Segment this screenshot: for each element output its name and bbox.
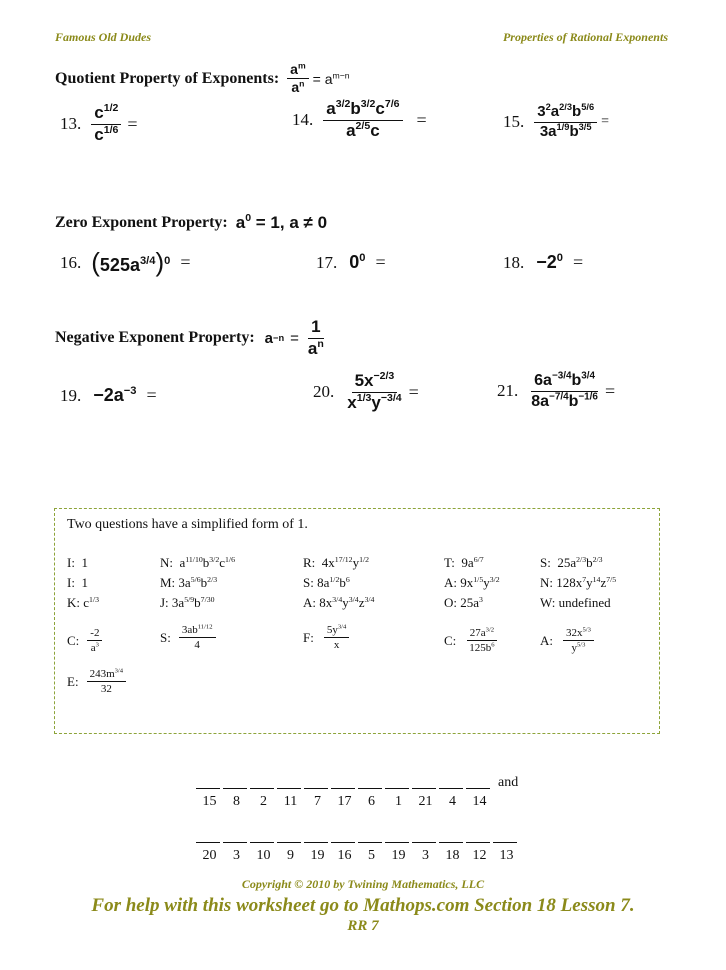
problem-expression: $\frac{5x^{-2/3}}{x^{1/3}y^{-3/4}}$ bbox=[347, 370, 402, 412]
answer-item: N: $128x^7y^{14}z^{7/5}$ bbox=[540, 574, 617, 590]
puzzle-code: 20 bbox=[202, 848, 217, 863]
puzzle-code: 6 bbox=[368, 794, 375, 809]
puzzle-code: 1 bbox=[395, 794, 402, 809]
answer-blank[interactable] bbox=[277, 842, 301, 843]
problem-number: 13. bbox=[60, 114, 82, 134]
answer-blank[interactable] bbox=[331, 788, 355, 789]
puzzle-code: 5 bbox=[368, 848, 375, 863]
puzzle-code: 4 bbox=[449, 794, 456, 809]
quotient-title: Quotient Property of Exponents: bbox=[55, 69, 280, 87]
answer-blank[interactable] bbox=[223, 842, 247, 843]
zero-title: Zero Exponent Property: bbox=[55, 214, 228, 231]
puzzle-code: 7 bbox=[314, 794, 321, 809]
problem-expression: $-2a^{-3}$ bbox=[93, 384, 137, 405]
problem-number: 19. bbox=[60, 385, 82, 405]
answer-blank[interactable] bbox=[331, 842, 355, 843]
header-left: Famous Old Dudes bbox=[55, 30, 152, 44]
answer-item: M: $3a^{5/6}b^{2/3}$ bbox=[160, 574, 218, 590]
header-right: Properties of Rational Exponents bbox=[502, 30, 668, 44]
problem-number: 18. bbox=[503, 252, 525, 272]
problem-expression: $\frac{c^{1/2}}{c^{1/6}}$ bbox=[91, 104, 121, 144]
answer-item: R: $4x^{17/12}y^{1/2}$ bbox=[303, 554, 370, 570]
puzzle-code: 18 bbox=[445, 848, 460, 863]
puzzle-code: 2 bbox=[260, 794, 267, 809]
problem-number: 16. bbox=[60, 252, 82, 272]
puzzle-code: 11 bbox=[283, 794, 298, 809]
problem-15: 15. $\frac{3^2a^{2/3}b^{5/6}}{3a^{1/9}b^{3/5}}$ = bbox=[503, 101, 610, 140]
puzzle-code: 8 bbox=[233, 794, 240, 809]
problem-expression: $\frac{6a^{-3/4}b^{3/4}}{8a^{-7/4}b^{-1/6}}$ bbox=[531, 370, 598, 410]
answer-item: T: $9a^{6/7}$ bbox=[444, 554, 484, 570]
and-label: and bbox=[498, 775, 519, 790]
answer-blank[interactable] bbox=[196, 788, 220, 789]
answer-blank[interactable] bbox=[385, 842, 409, 843]
puzzle-code: 17 bbox=[337, 794, 352, 809]
problem-expression: $0^0$ bbox=[349, 251, 366, 272]
puzzle-code: 3 bbox=[233, 848, 240, 863]
puzzle-code: 15 bbox=[202, 794, 217, 809]
answer-item: F: $5y^{3/4}$ x bbox=[303, 624, 349, 651]
answer-item: A: $8x^{3/4}y^{3/4}z^{3/4}$ bbox=[303, 594, 375, 610]
answer-blank[interactable] bbox=[385, 788, 409, 789]
puzzle-code: 16 bbox=[337, 848, 352, 863]
problem-17: 17. $0^0$ = bbox=[316, 251, 386, 272]
answer-item: O: $25a^3$ bbox=[444, 594, 483, 610]
puzzle-code: 13 bbox=[499, 848, 514, 863]
answer-blank[interactable] bbox=[493, 842, 517, 843]
puzzle-code: 19 bbox=[310, 848, 325, 863]
puzzle-code: 21 bbox=[418, 794, 433, 809]
answer-item: K: $c^{1/3}$ bbox=[67, 594, 99, 610]
answer-blank[interactable] bbox=[466, 788, 490, 789]
answer-box bbox=[54, 508, 660, 734]
copyright: Copyright © 2010 by Twining Mathematics, LLC bbox=[241, 877, 485, 891]
puzzle-code: 12 bbox=[472, 848, 487, 863]
problem-16: 16. $(525a^{3/4})^0$ = bbox=[60, 247, 191, 277]
problem-number: 21. bbox=[497, 381, 519, 401]
answer-item: I: 1 bbox=[67, 575, 88, 590]
puzzle-code: 9 bbox=[287, 848, 294, 863]
answer-item: W: undefined bbox=[540, 595, 611, 610]
puzzle-code: 3 bbox=[422, 848, 429, 863]
answer-blank[interactable] bbox=[277, 788, 301, 789]
problem-14: 14. $\frac{a^{3/2}b^{3/2}c^{7/6}}{a^{2/5}c}$ = bbox=[292, 98, 427, 140]
problem-number: 20. bbox=[313, 382, 335, 402]
puzzle-row-2 bbox=[196, 830, 520, 864]
problem-number: 15. bbox=[503, 112, 525, 131]
answer-item: S: $25a^{2/3}b^{2/3}$ bbox=[540, 554, 603, 570]
help-link[interactable]: For help with this worksheet go to Mathops.com Section 18 Lesson 7. bbox=[91, 895, 635, 916]
answer-item: N: $a^{11/10}b^{3/2}c^{1/6}$ bbox=[160, 554, 235, 570]
answer-item: E: $243m^{3/4}$ 32 bbox=[67, 668, 126, 695]
answer-blank[interactable] bbox=[412, 788, 436, 789]
zero-rule: Zero Exponent Property: $a^0 = 1$, a ≠ 0 bbox=[55, 212, 328, 232]
answer-blank[interactable] bbox=[358, 842, 382, 843]
negative-title: Negative Exponent Property: bbox=[55, 329, 255, 347]
answer-item: C: -2 $a^3$ bbox=[67, 627, 102, 654]
answer-blank[interactable] bbox=[358, 788, 382, 789]
puzzle-code: 10 bbox=[256, 848, 271, 863]
answer-item: J: $3a^{5/9}b^{7/30}$ bbox=[160, 594, 215, 610]
answer-blank[interactable] bbox=[250, 842, 274, 843]
answer-item: S: $8a^{1/2}b^6$ bbox=[303, 574, 350, 590]
answer-blank[interactable] bbox=[196, 842, 220, 843]
answer-blank[interactable] bbox=[412, 842, 436, 843]
answer-item: I: 1 bbox=[67, 555, 88, 570]
problem-19: 19. $-2a^{-3}$ = bbox=[60, 384, 157, 405]
problem-13: 13. $\frac{c^{1/2}}{c^{1/6}}$ = bbox=[60, 102, 138, 144]
puzzle-row-1 bbox=[196, 776, 493, 810]
negative-rule: Negative Exponent Property: a −n = $\frac{1}{a^n}$ bbox=[55, 317, 324, 358]
problem-expression: $(525a^{3/4})^0$ bbox=[91, 247, 171, 277]
box-instruction: Two questions have a simplified form of 1. bbox=[67, 517, 308, 532]
answer-blank[interactable] bbox=[439, 788, 463, 789]
answer-blank[interactable] bbox=[304, 788, 328, 789]
worksheet-code: RR 7 bbox=[347, 918, 379, 934]
problem-21: 21. $\frac{6a^{-3/4}b^{3/4}}{8a^{-7/4}b^{-1/6}}$ = bbox=[497, 370, 616, 410]
puzzle-code: 14 bbox=[472, 794, 487, 809]
problem-expression: $\frac{3^2a^{2/3}b^{5/6}}{3a^{1/9}b^{3/5}}$ bbox=[534, 104, 597, 140]
answer-item: A: $9x^{1/5}y^{3/2}$ bbox=[444, 574, 500, 590]
problem-18: 18. $-2^0$ = bbox=[503, 251, 584, 272]
answer-item: S: $3ab^{11/12}$ 4 bbox=[160, 624, 216, 651]
puzzle-code: 19 bbox=[391, 848, 406, 863]
answer-item: A: $32x^{5/3}$ $y^{5/3}$ bbox=[540, 627, 594, 654]
answer-blank[interactable] bbox=[439, 842, 463, 843]
answer-blank[interactable] bbox=[466, 842, 490, 843]
answer-item: C: $27a^{3/2}$ $125b^6$ bbox=[444, 627, 498, 654]
problem-expression: $-2^0$ bbox=[536, 251, 563, 272]
answer-blank[interactable] bbox=[304, 842, 328, 843]
problem-number: 14. bbox=[292, 110, 314, 130]
problem-20: 20. $\frac{5x^{-2/3}}{x^{1/3}y^{-3/4}}$ = bbox=[313, 370, 419, 412]
problem-expression: $\frac{a^{3/2}b^{3/2}c^{7/6}}{a^{2/5}c}$ bbox=[323, 100, 402, 140]
answer-blank[interactable] bbox=[223, 788, 247, 789]
answer-blank[interactable] bbox=[250, 788, 274, 789]
problem-number: 17. bbox=[316, 252, 338, 272]
quotient-rule: Quotient Property of Exponents: $\frac{a^m}{a^n}$ = $a^{m-n}$ bbox=[55, 60, 350, 96]
